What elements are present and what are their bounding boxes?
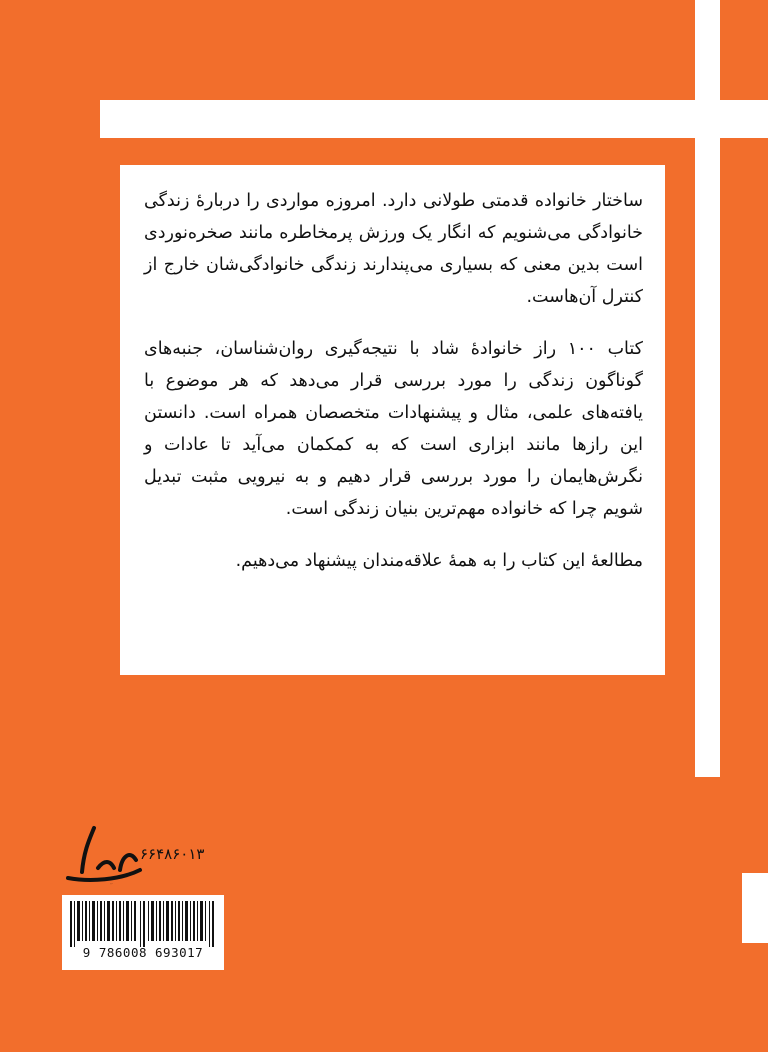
isbn-barcode xyxy=(62,895,224,970)
publisher-logo-text: آرمان xyxy=(110,884,113,885)
top-white-bar xyxy=(100,100,768,138)
right-white-bar xyxy=(695,0,720,777)
paragraph-description: کتاب ۱۰۰ راز خانوادهٔ شاد با نتیجه‌گیری روان‌شناسان، جنبه‌های گوناگون زندگی را مورد بررسی قرار می‌دهد که هر موضوع با یافته‌های علمی، مثال و پیشنهادات متخصصان همراه است. دانستن این رازها مانند ابزاری است که به کمکمان می‌آید تا عادات و نگرش‌هایمان را مورد بررسی قرار دهیم و به نیرویی مثبت تبدیل شویم چرا که خانواده مهم‌ترین بنیان زندگی است. xyxy=(144,339,643,519)
side-white-notch xyxy=(742,873,768,943)
paragraph-intro: ساختار خانواده قدمتی طولانی دارد. امروزه مواردی را دربارهٔ زندگی خانوادگی می‌شنویم که انگار یک ورزش پرمخاطره مانند صخره‌نوردی است بدین معنی که بسیاری می‌پندارند زندگی خانوادگی‌شان خارج از کنترل آن‌هاست. xyxy=(144,191,643,307)
back-cover-text-panel xyxy=(120,165,665,675)
paragraph-recommendation: مطالعهٔ این کتاب را به همهٔ علاقه‌مندان پیشنهاد می‌دهیم. xyxy=(235,551,643,571)
isbn-digits: 9 786008 693017 xyxy=(82,945,204,960)
publisher-phone: ۶۶۴۸۶۰۱۳ xyxy=(140,845,205,863)
barcode-bars xyxy=(70,901,216,947)
